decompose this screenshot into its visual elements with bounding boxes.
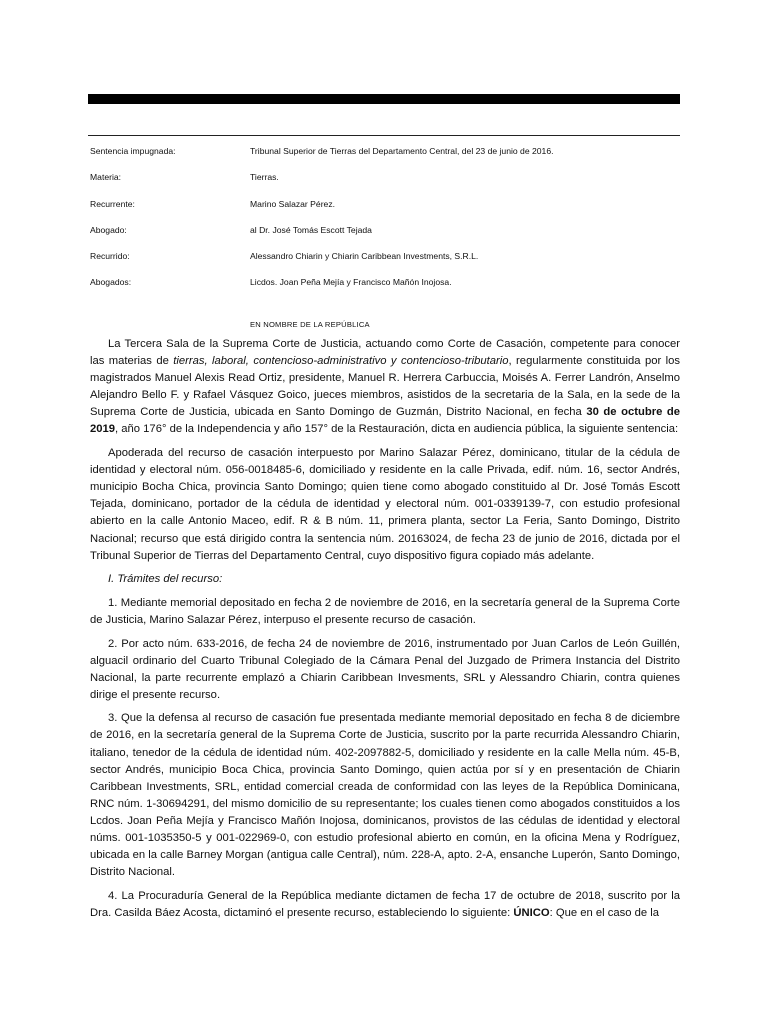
row-value: Alessandro Chiarin y Chiarin Caribbean Investments, S.R.L. xyxy=(250,251,479,262)
section-title-text: I. Trámites del recurso: xyxy=(108,573,223,586)
top-black-bar xyxy=(88,94,680,104)
row-value: Tierras. xyxy=(250,172,279,183)
row-label: Recurrido: xyxy=(90,251,130,262)
intro-text-c: , regularmente constituida por los magistrados Manuel Alexis Read Ortiz, presidente, Manuel R. Herrera Carbuccia, Moisés A. Ferrer Landrón, Anselmo Alejandro Bello F. y Rafael Vásquez Goico, jueces miembros, asistidos de la secretaria de la Sala, en la sede de la Suprema Corte de Justicia, ubicada en Santo Domingo de Guzmán, Distrito Nacional, en fecha xyxy=(90,355,680,419)
case-header-row xyxy=(90,172,680,198)
paragraph-item-3: 3. Que la defensa al recurso de casación fue presentada mediante memorial depositado en fecha 8 de diciembre de 2016, en la secretaría general de la Suprema Corte de Justicia, suscrito por la parte recurrida Alessandro Chiarin, italiano, tenedor de la cédula de identidad núm. 402-2097882-5, domiciliado y residente en la calle Mella núm. 45-B, sector Andrés, municipio Boca Chica, provincia Santo Domingo, quien actúa por sí y en presentación de Chiarin Caribbean Investments, SRL, entidad comercial creada de conformidad con las leyes de la República Dominicana, RNC núm. 1-30694291, del mismo domicilio de su representante; los cuales tienen como abogados constituidos a los Lcdos. Joan Peña Mejía y Francisco Mañón Inojosa, dominicanos, provistos de las cédulas de identidad y electoral núms. 001-1035350-5 y 001-022969-0, con estudio profesional abierto en común, en la oficina Mena y Rodríguez, ubicada en la calle Barney Morgan (antigua calle Central), núm. 228-A, apto. 2-A, ensanche Luperón, Santo Domingo, Distrito Nacional. xyxy=(90,712,680,879)
intro-date: 30 de octubre de 2019 xyxy=(90,406,680,436)
case-header-row xyxy=(90,146,680,172)
paragraph-item-1: 1. Mediante memorial depositado en fecha 2 de noviembre de 2016, en la secretaría general de la Suprema Corte de Justicia, Marino Salazar Pérez, interpuso el presente recurso de casación. xyxy=(90,596,680,626)
item4-text-c: : Que en el caso de la xyxy=(549,906,660,919)
row-value: Licdos. Joan Peña Mejía y Francisco Mañón Inojosa. xyxy=(250,277,452,288)
section-heading: EN NOMBRE DE LA REPÚBLICA xyxy=(250,320,370,329)
case-header-row xyxy=(90,225,680,251)
row-label: Abogados: xyxy=(90,277,132,288)
paragraph-item-4 xyxy=(90,888,680,922)
paragraph-item-2: 2. Por acto núm. 633-2016, de fecha 24 de noviembre de 2016, instrumentado por Juan Carlos de León Guillén, alguacil ordinario del Cuarto Tribunal Colegiado de la Cámara Penal del Juzgado de Primera Instancia del Distrito Nacional, la parte recurrente emplazó a Chiarin Caribbean Invesments, SRL y Alessandro Chiarin, contra quienes dirige el presente recurso. xyxy=(90,637,680,701)
case-header-row xyxy=(90,277,680,303)
case-header-table xyxy=(90,146,680,304)
intro-text-a: La Tercera Sala de la Suprema Corte de Justicia, actuando como Corte de Casación, competente para conocer las materias de xyxy=(90,338,680,368)
paragraph-apoderada: Apoderada del recurso de casación interpuesto por Marino Salazar Pérez, dominicano, titular de la cédula de identidad y electoral núm. 056-0018485-6, domiciliado y residente en la calle Privada, edif. núm. 16, sector Andrés, municipio Bocha Chica, provincia Santo Domingo; quien tiene como abogado constituido al Dr. José Tomás Escott Tejada, dominicano, portador de la cédula de identidad y electoral núm. 001-0339139-7, con estudio profesional abierto en la calle Antonio Maceo, edif. R & B núm. 11, primera planta, sector La Feria, Santo Domingo, Distrito Nacional; recurso que está dirigido contra la sentencia núm. 20163024, de fecha 23 de junio de 2016, dictada por el Tribunal Superior de Tierras del Departamento Central, cuyo dispositivo figura copiado más adelante. xyxy=(90,447,680,562)
row-label: Materia: xyxy=(90,172,122,183)
intro-text-e: , año 176° de la Independencia y año 157° de la Restauración, dicta en audiencia pública, la siguiente sentencia: xyxy=(115,423,679,436)
document-body xyxy=(90,336,680,929)
item4-text-a: 4. La Procuraduría General de la República mediante dictamen de fecha 17 de octubre de 2018, suscrito por la Dra. Casilda Báez Acosta, dictaminó el presente recurso, estableciendo lo siguiente: xyxy=(90,889,680,919)
row-value: Marino Salazar Pérez. xyxy=(250,198,336,209)
header-rule xyxy=(88,135,680,136)
item4-unico: ÚNICO xyxy=(513,906,550,919)
case-header-row xyxy=(90,199,680,225)
case-header-row xyxy=(90,251,680,277)
paragraph-intro xyxy=(90,336,680,439)
intro-subjects: tierras, laboral, contencioso-administrativo y contencioso-tributario xyxy=(173,355,509,368)
section-title xyxy=(90,571,680,588)
row-label: Abogado: xyxy=(90,224,127,235)
row-value: Tribunal Superior de Tierras del Departamento Central, del 23 de junio de 2016. xyxy=(250,146,554,156)
row-label: Sentencia impugnada: xyxy=(90,146,176,156)
row-value: al Dr. José Tomás Escott Tejada xyxy=(250,224,372,235)
row-label: Recurrente: xyxy=(90,198,135,209)
